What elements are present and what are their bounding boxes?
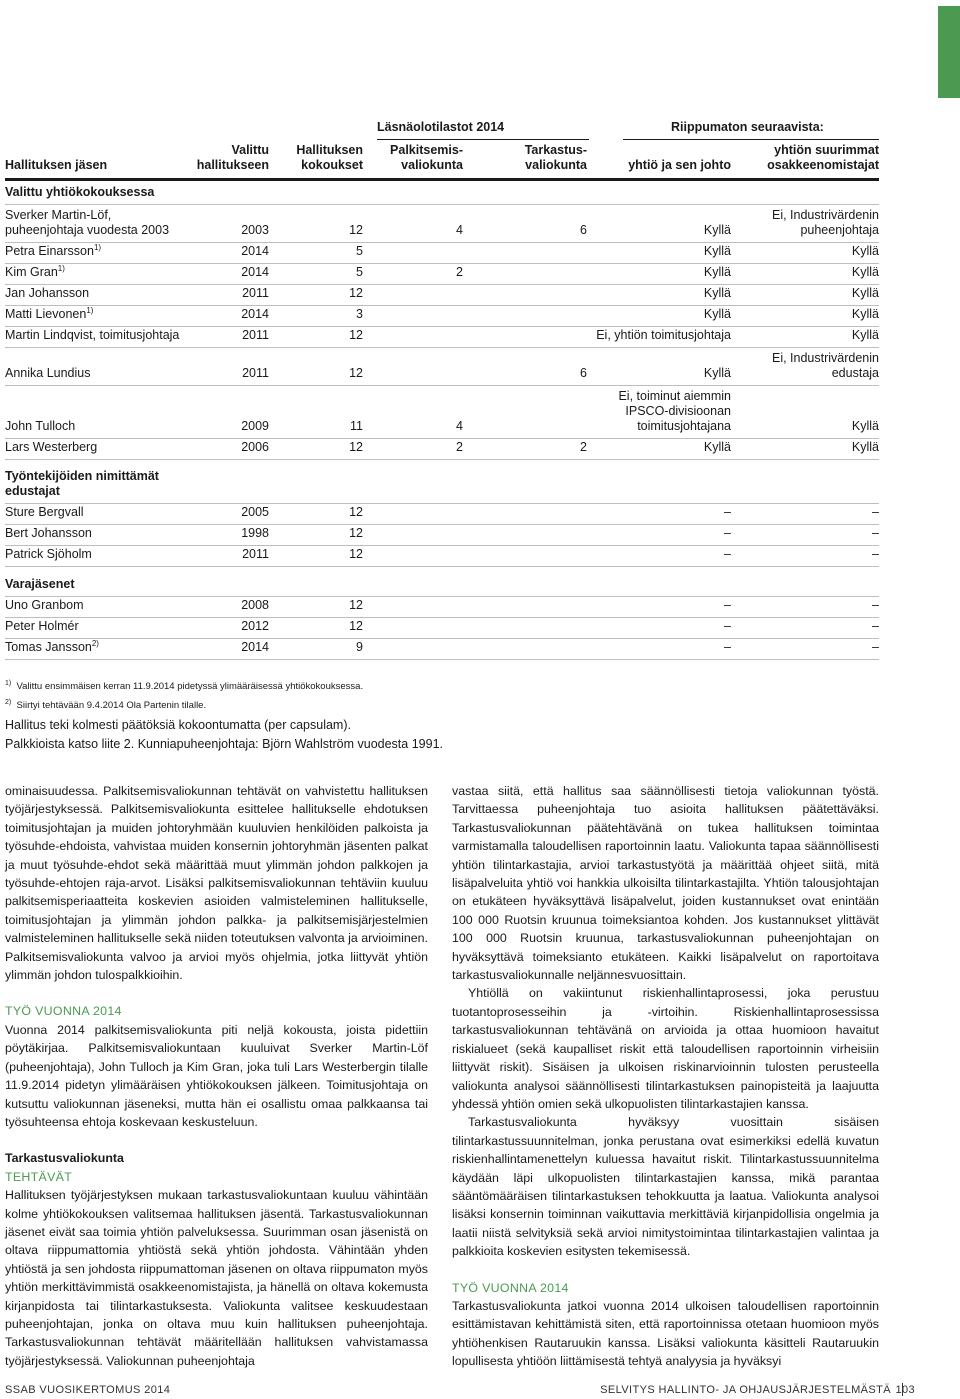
table-row [5, 525, 879, 546]
page-number: 103 [895, 1384, 915, 1396]
elected-year: 2014 [241, 307, 269, 321]
board-meetings-count: 3 [356, 307, 363, 321]
elected-year: 2011 [242, 547, 269, 561]
table-row [5, 205, 879, 243]
table-row [5, 264, 879, 285]
remuneration-work-paragraph: Vuonna 2014 palkitsemisvaliokunta piti neljä kokousta, joista pidettiin pöytäkirjaa. Palkitsemisvaliokuntaan kuuluivat Sverker Martin-Löf (puheenjohtaja), John Tulloch ja Kim Gran, joka tuli Lars Westerbergin tilalle 11.9.2014 pidetyn ylimääräisen yhtiökokouksen jälkeen. Toimitusjohtaja on kutsuttu valiokunnan jäseneksi, mutta hän ei osallistu omaa palkkaansa tai työsuhteensa ehtoja koskevaan keskusteluun. [5, 1022, 428, 1129]
board-meetings-count: 12 [349, 440, 363, 454]
board-meetings-count: 9 [356, 640, 363, 654]
table-row [5, 504, 879, 525]
note-per-capsulam: Hallitus teki kolmesti päätöksiä kokoontumatta (per capsulam). [5, 718, 351, 733]
elected-year: 2011 [242, 286, 269, 300]
board-meetings-count: 12 [349, 366, 363, 380]
table-row [5, 639, 879, 660]
shareholder-independence: – [872, 640, 879, 654]
audit-committee-heading: Tarkastusvaliokunta [5, 1151, 124, 1166]
table-row [5, 327, 879, 348]
work-2014-heading: TYÖ VUONNA 2014 [5, 1004, 122, 1019]
company-independence: Kyllä [703, 307, 731, 321]
member-name: Patrick Sjöholm [5, 547, 92, 561]
remuneration-paragraph: ominaisuudessa. Palkitsemisvaliokunnan tehtävät on vahvistettu hallituksen työjärjestyksessä. Palkitsemisvaliokunta esittelee hallitukselle ehdotuksen toimitusjohtajan ja muiden johtoryhmään kuuluvien henkilöiden palkoista ja työsuhde-ehdoista, vahvistaa muiden konsernin johtoryhmän jäsenten palkat ja muut työsuhde-ehdot sekä määrittää muut ylimmän johdon palkkojen ja työsuhde-ehtojen raja-arvot. Lisäksi palkitsemisvaliokunnan tehtäviin kuuluu palkitsemisperiaatteita koskevien asioiden valmisteleminen hallitukselle, toimitusjohtajan ja ylimmän johdon palkka- ja palkitsemisjärjestelmien valmisteleminen hallitukselle sekä niiden toteutuksen valvonta ja arvioiminen. Palkitsemisvaliokunta valvoo ja arvioi myös ohjelmia, jotka liittyvät yhtiön ylimmän johdon tulospalkkioihin. [5, 784, 428, 983]
board-meetings-count: 12 [349, 328, 363, 342]
shareholder-independence: Kyllä [851, 307, 879, 321]
remuneration-count: 2 [456, 440, 463, 454]
table-row [5, 181, 879, 205]
board-meetings-count: 12 [349, 223, 363, 237]
tasks-heading: TEHTÄVÄT [5, 1169, 73, 1184]
company-independence: Ei, yhtiön toimitusjohtaja [596, 328, 731, 342]
footnote-1: $^{1)}$ Valittu ensimmäisen kerran 11.9.2014 pidetyssä ylimääräisessä yhtiökokouksessa. [5, 680, 364, 693]
footer-section: SELVITYS HALLINTO- JA OHJAUSJÄRJESTELMÄSTÄ [600, 1384, 891, 1396]
remuneration-count: 4 [456, 419, 463, 433]
company-independence: – [724, 526, 731, 540]
col-header-board-meetings: Hallituksen kokoukset [296, 143, 363, 172]
footer-publication: SSAB VUOSIKERTOMUS 2014 [5, 1384, 171, 1396]
member-name: Tomas Jansson$^{2)}$ [5, 638, 99, 654]
table-row [5, 439, 879, 460]
section-employees-label: Työntekijöiden nimittämät edustajat [5, 469, 159, 498]
audit-count: 2 [580, 440, 587, 454]
internal-audit-paragraph: Tarkastusvaliokunta hyväksyy vuosittain sisäisen tilintarkastussuunnitelman, jonka perustana ovat esimerkiksi edellä kuvatun riskienhallintamenettelyn kuluessa havaitut riskit. Tilintarkastussuunnitelma käydään läpi ulkopuolisten tilintarkastajien kanssa, mikä parantaa sääntömääräisen tilintarkastuksen tehokkuutta ja laatua. Valiokunta analysoi lisäksi konsernin toiminnan vaikuttavia merkittäviä kirjanpidollisia ongelmia ja laatii niistä selvityksiä sekä arvioi nimitystoimintaa tilintarkastajien valintaa ja palkkioita koskevien esitysten tekemisessä. [452, 1115, 879, 1259]
attendance-group-header: Läsnäolotilastot 2014 [377, 120, 505, 134]
board-meetings-count: 12 [349, 547, 363, 561]
company-independence: – [724, 640, 731, 654]
table-row [5, 567, 879, 597]
shareholder-independence: – [872, 526, 879, 540]
section-color-tab [938, 6, 960, 98]
member-name: Bert Johansson [5, 526, 92, 540]
board-meetings-count: 11 [350, 419, 363, 433]
shareholder-independence: – [872, 547, 879, 561]
shareholder-independence: – [872, 598, 879, 612]
table-notes [5, 676, 605, 754]
member-name: Petra Einarsson$^{1)}$ [5, 242, 102, 258]
body-column-left [5, 782, 428, 1370]
risk-management-paragraph: Yhtiöllä on vakiintunut riskienhallintaprosessi, joka perustuu tuotantoprosesseihin ja -virtoihin. Riskienhallintaprosessissa tarkastusvaliokunnan tehtävänä on arvioida ja ottaa huomioon havaitut riskialueet (sekä kaupalliset riskit että taloudellisen raportoinnin virheisiin liittyvät riskit). Sisäisen ja ulkoisen riskinarvioinnin tulosten perusteella valiokunta analysoi säännöllisesti tilintarkastuksen painopisteitä ja laajuutta yhdessä yhtiön omien sekä ulkopuolisten tilintarkastajien kanssa. [452, 986, 879, 1111]
member-name: Matti Lievonen$^{1)}$ [5, 305, 94, 321]
member-name: Uno Granbom [5, 598, 84, 612]
independence-group-rule [623, 139, 879, 140]
company-independence: Ei, toiminut aiemmin IPSCO-divisioonan toimitusjohtajana [618, 389, 731, 433]
shareholder-independence: Kyllä [851, 286, 879, 300]
company-independence: Kyllä [703, 265, 731, 279]
table-row [5, 243, 879, 264]
member-name: Jan Johansson [5, 286, 90, 300]
company-independence: – [724, 619, 731, 633]
remuneration-count: 2 [456, 265, 463, 279]
audit-count: 6 [580, 223, 587, 237]
shareholder-independence: Kyllä [851, 419, 879, 433]
audit-tasks-paragraph: Hallituksen työjärjestyksen mukaan tarkastusvaliokuntaan kuuluu vähintään kolme yhtiökokouksen valitsemaa hallituksen jäsentä. Tarkastusvaliokunnan jäsenet eivät saa toimia yhtiön palveluksessa. Suurimman osan jäsenistä on oltava riippumattomia yhtiöstä sekä yhtiön johdosta. Vähintään yhden yhtiöstä ja sen johdosta riippumattoman jäsenen on oltava riippumaton myös yhtiön merkittävimmistä osakkeenomistajista, ja hänellä on oltava kokemusta kirjanpidosta tai tilintarkastuksesta. Valiokunta valitsee keskuudestaan puheenjohtajan, jonka on oltava muu kuin hallituksen puheenjohtaja. Tarkastusvaliokunnan tehtävät määritellään hallituksen vahvistamassa työjärjestyksessä. Valiokunnan puheenjohtaja [5, 1188, 428, 1368]
elected-year: 2011 [242, 366, 269, 380]
independence-group-header: Riippumaton seuraavista: [671, 120, 824, 134]
elected-year: 2011 [242, 328, 269, 342]
col-header-shareholders: yhtiön suurimmat osakkeenomistajat [767, 143, 879, 172]
board-meetings-count: 12 [349, 286, 363, 300]
company-independence: Kyllä [703, 440, 731, 454]
body-column-right [452, 782, 879, 1371]
shareholder-independence: Ei, Industrivärdenin puheenjohtaja [771, 208, 879, 237]
shareholder-independence: – [872, 505, 879, 519]
col-header-company: yhtiö ja sen johto [628, 158, 731, 172]
member-name: Kim Gran$^{1)}$ [5, 263, 65, 279]
audit-duties-paragraph: vastaa siitä, että hallitus saa säännöllisesti tietoja valiokunnan työstä. Tarvittaessa puheenjohtaja tuo asioita hallituksen päätettäväksi. Tarkastusvaliokunnan päätehtävänä on tukea hallituksen toimintaa varmistamalla taloudellisen raportoinnin laatu. Valiokunta tapaa säännöllisesti yhtiön tilintarkastajia, arvioi tarkastustyötä ja määrittää ohjeet siitä, mitä lisäpalveluita yhtiö voi hankkia ulkoisilta tilintarkastajilta. Yhtiön talousjohtajan on etukäteen hyväksyttävä lisäpalvelut, joiden kustannukset ovat enintään 100 000 Ruotsin kruunua toimeksiantoa kohden. Jos kustannukset ylittävät 100 000 Ruotsin kruunua, tarkastusvaliokunnan puheenjohtajan on hyväksyttävä toimeksianto etukäteen. Kaikki lisäpalvelut on raportoitava tarkastusvaliokunnalle neljännesvuosittain. [452, 784, 879, 983]
section-elected-label: Valittu yhtiökokouksessa [5, 185, 155, 199]
elected-year: 1998 [241, 526, 269, 540]
col-header-member: Hallituksen jäsen [5, 158, 108, 172]
table-row [5, 597, 879, 618]
audit-work-2014-heading: TYÖ VUONNA 2014 [452, 1280, 569, 1295]
company-independence: Kyllä [703, 244, 731, 258]
audit-count: 6 [580, 366, 587, 380]
audit-work-paragraph: Tarkastusvaliokunta jatkoi vuonna 2014 ulkoisen taloudellisen raportoinnin esittämistavan kehittämistä siten, että raportoinnissa otetaan huomioon myös yhtiöhenkisen Rautaruukin kanssa. Lisäksi valiokunta käsitteli Rautaruukin lopullisesta yhtiöön liittämisestä tehtyä analyysia ja hyväksyi [452, 1298, 879, 1369]
elected-year: 2014 [241, 265, 269, 279]
board-meetings-count: 5 [356, 265, 363, 279]
elected-year: 2009 [241, 419, 269, 433]
member-name: Sture Bergvall [5, 505, 84, 519]
shareholder-independence: Kyllä [851, 328, 879, 342]
elected-year: 2006 [241, 440, 269, 454]
col-header-elected: Valittu hallitukseen [196, 143, 269, 172]
col-header-audit: Tarkastus- valiokunta [524, 143, 587, 172]
elected-year: 2014 [241, 640, 269, 654]
company-independence: Kyllä [703, 286, 731, 300]
table-row [5, 618, 879, 639]
member-name: John Tulloch [5, 419, 76, 433]
elected-year: 2008 [241, 598, 269, 612]
table-row [5, 348, 879, 386]
elected-year: 2014 [241, 244, 269, 258]
col-header-remuneration: Palkitsemis- valiokunta [390, 143, 463, 172]
member-name: Martin Lindqvist, toimitusjohtaja [5, 328, 180, 342]
elected-year: 2012 [241, 619, 269, 633]
board-meetings-count: 12 [349, 526, 363, 540]
shareholder-independence: Ei, Industrivärdenin edustaja [771, 351, 879, 380]
company-independence: Kyllä [703, 223, 731, 237]
member-name: Sverker Martin-Löf, puheenjohtaja vuodesta 2003 [5, 208, 170, 237]
note-fees: Palkkioista katso liite 2. Kunniapuheenjohtaja: Björn Wahlström vuodesta 1991. [5, 737, 443, 752]
shareholder-independence: Kyllä [851, 244, 879, 258]
company-independence: – [724, 505, 731, 519]
board-meetings-count: 5 [356, 244, 363, 258]
table-row [5, 285, 879, 306]
shareholder-independence: Kyllä [851, 440, 879, 454]
company-independence: – [724, 547, 731, 561]
shareholder-independence: Kyllä [851, 265, 879, 279]
member-name: Peter Holmér [5, 619, 79, 633]
board-meetings-count: 12 [349, 619, 363, 633]
remuneration-count: 4 [456, 223, 463, 237]
board-meetings-count: 12 [349, 505, 363, 519]
elected-year: 2003 [241, 223, 269, 237]
board-meetings-count: 12 [349, 598, 363, 612]
member-name: Lars Westerberg [5, 440, 98, 454]
shareholder-independence: – [872, 619, 879, 633]
company-independence: – [724, 598, 731, 612]
member-name: Annika Lundius [5, 366, 91, 380]
footnote-2: $^{2)}$ Siirtyi tehtävään 9.4.2014 Ola Partenin tilalle. [5, 699, 207, 712]
company-independence: Kyllä [703, 366, 731, 380]
attendance-group-rule [377, 139, 589, 140]
table-row [5, 386, 879, 439]
table-row [5, 460, 879, 504]
elected-year: 2005 [241, 505, 269, 519]
section-deputies-label: Varajäsenet [5, 577, 75, 591]
table-row [5, 546, 879, 567]
table-row [5, 306, 879, 327]
